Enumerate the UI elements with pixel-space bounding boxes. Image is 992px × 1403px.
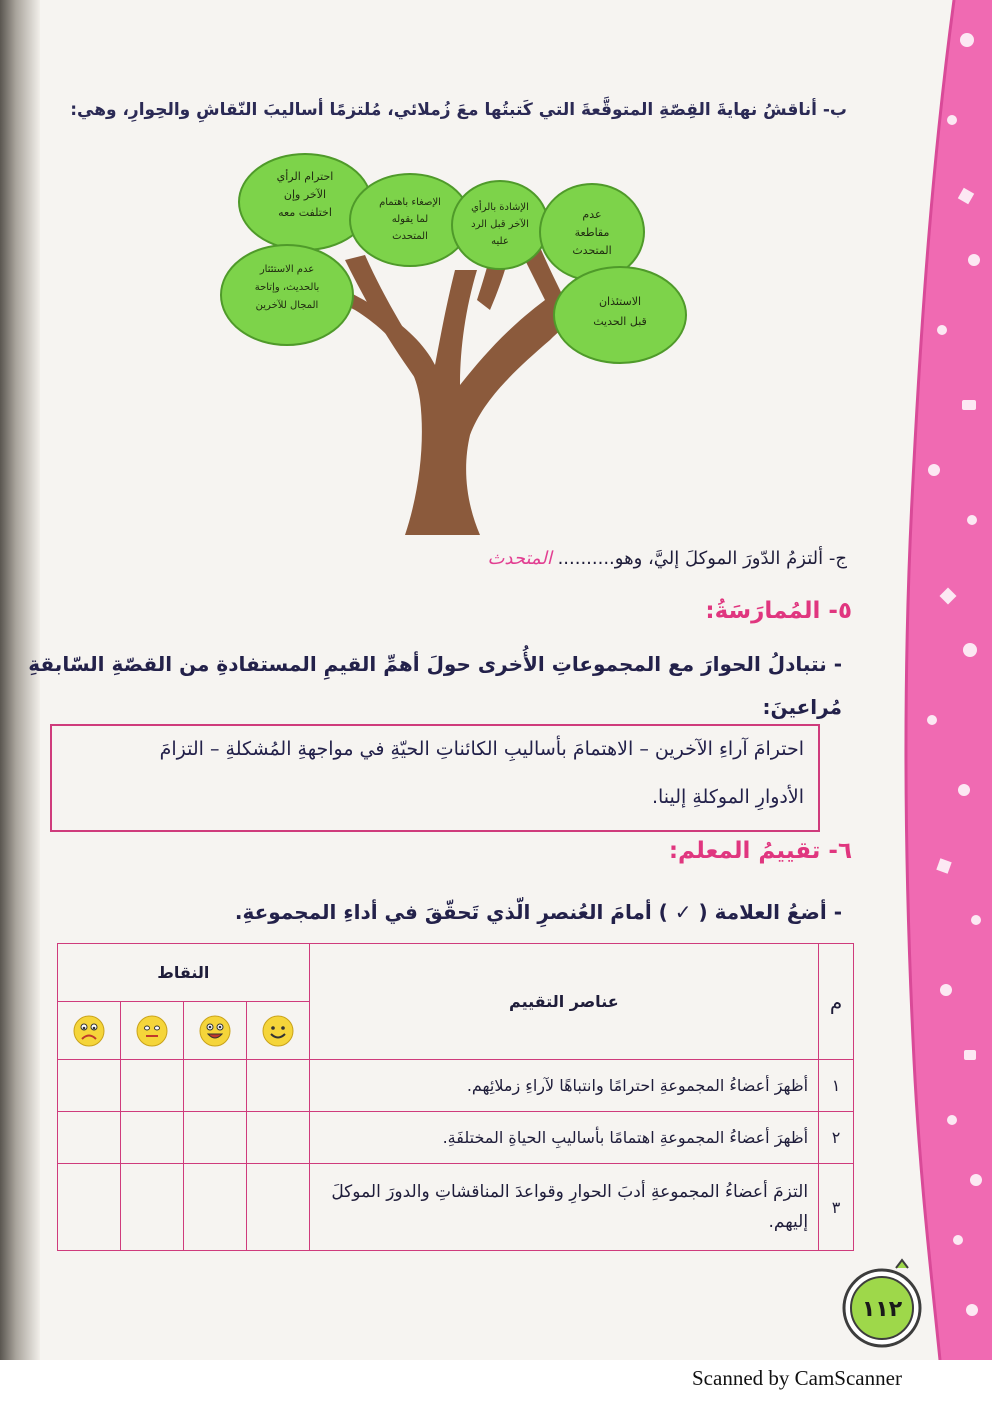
- rating-cell[interactable]: [58, 1112, 121, 1164]
- leaf-3-line-3: عليه: [491, 236, 509, 247]
- evaluation-table: [57, 943, 854, 1251]
- rating-cell[interactable]: [183, 1164, 246, 1251]
- section-5-line-1: - نتبادلُ الحوارَ مع المجموعاتِ الأُخرى حولَ أهمِّ القيمِ المستفادةِ من القصّةِ السّابقةِ: [28, 652, 842, 676]
- leaf-6-line-2: قبل الحديث: [593, 315, 647, 328]
- leaf-4-line-3: المتحدث: [572, 244, 612, 257]
- face-cell-2: [183, 1002, 246, 1060]
- smile-face-icon: [261, 1014, 295, 1048]
- camscanner-watermark: Scanned by CamScanner: [692, 1366, 902, 1390]
- leaf-5: [221, 245, 353, 345]
- values-box: [50, 724, 820, 832]
- page-number-badge: [836, 1258, 928, 1350]
- neutral-face-icon: [135, 1014, 169, 1048]
- rating-cell[interactable]: [183, 1060, 246, 1112]
- face-cell-3: [120, 1002, 183, 1060]
- section-6-heading: ٦- تقييمُ المعلم:: [668, 838, 852, 864]
- leaf-5-line-2: بالحديث، وإتاحة: [254, 282, 320, 293]
- leaf-1-line-1: احترام الرأي: [276, 170, 334, 183]
- row-number: ٢: [819, 1112, 854, 1164]
- row-number: ١: [819, 1060, 854, 1112]
- rating-cell[interactable]: [246, 1060, 309, 1112]
- rating-cell[interactable]: [58, 1164, 121, 1251]
- sad-face-icon: [72, 1014, 106, 1048]
- section-5-heading: ٥- المُمارَسَةُ:: [705, 598, 852, 624]
- leaf-2-line-1: الإصغاء باهتمام: [379, 197, 441, 208]
- rating-cell[interactable]: [246, 1112, 309, 1164]
- leaf-2-line-2: لما يقوله: [391, 214, 429, 225]
- question-b-text: ب- أناقشُ نهايةَ القِصّةِ المتوقَّعةَ التي كَتبتُها معَ زُملائي، مُلتزمًا أساليبَ النّقاشِ والحِوارِ، وهي:: [70, 100, 847, 120]
- question-c-prompt: ج- ألتزمُ الدّورَ الموكلَ إليَّ، وهو..........: [557, 548, 847, 569]
- rating-cell[interactable]: [58, 1060, 121, 1112]
- question-c-text: [487, 548, 847, 569]
- handwritten-answer: المتحدث: [487, 548, 552, 569]
- row-number: ٣: [819, 1164, 854, 1251]
- leaf-5-line-3: المجال للآخرين: [255, 300, 319, 311]
- rating-cell[interactable]: [246, 1164, 309, 1251]
- face-cell-1: [246, 1002, 309, 1060]
- leaf-3: [452, 181, 548, 269]
- rating-cell[interactable]: [120, 1060, 183, 1112]
- leaf-1-line-2: الآخر وإن: [283, 188, 327, 201]
- values-box-line-2: الأدوارِ الموكلةِ إلينا.: [651, 786, 804, 808]
- leaf-1: [239, 154, 371, 250]
- leaf-4-line-2: مقاطعة: [574, 226, 610, 239]
- column-header-number: م: [819, 944, 854, 1060]
- column-header-points: النقاط: [58, 944, 310, 1002]
- rating-cell[interactable]: [120, 1164, 183, 1251]
- tree-diagram: [215, 150, 715, 540]
- leaf-4: [540, 184, 644, 280]
- leaf-6-line-1: الاستئذان: [598, 295, 642, 308]
- grin-face-icon: [198, 1014, 232, 1048]
- leaf-4-line-1: عدم: [582, 208, 602, 221]
- decorative-sidebar: [872, 0, 992, 1360]
- page-number: ١١٢: [861, 1297, 903, 1322]
- leaf-6: [554, 267, 686, 363]
- leaf-1-line-3: اختلفت معه: [278, 206, 332, 219]
- values-box-line-1: احترامَ آراءِ الآخرين – الاهتمامَ بأساليبِ الكائناتِ الحيّةِ في مواجهةِ المُشكلةِ – التزامَ: [159, 738, 804, 760]
- leaf-3-line-1: الإشادة بالرأي: [471, 202, 529, 213]
- section-5-line-2: مُراعينَ:: [762, 695, 842, 719]
- leaf-3-line-2: الآخر قبل الرد: [471, 219, 529, 230]
- row-text: أظهرَ أعضاءُ المجموعةِ اهتمامًا بأساليبِ الحياةِ المختلفَةِ.: [309, 1112, 818, 1164]
- page-binding-shadow: [0, 0, 40, 1360]
- table-row: [58, 1112, 854, 1164]
- leaf-5-line-1: عدم الاستئثار: [259, 264, 315, 275]
- column-header-items: عناصر التقييم: [309, 944, 818, 1060]
- rating-cell[interactable]: [183, 1112, 246, 1164]
- row-text: أظهرَ أعضاءُ المجموعةِ احترامًا وانتباهًا لآراءِ زملائِهم.: [309, 1060, 818, 1112]
- section-6-instruction: - أضعُ العلامة ( ✓ ) أمامَ العُنصرِ الّذي تَحقّقَ في أداءِ المجموعةِ.: [234, 900, 842, 924]
- row-text: التزمَ أعضاءُ المجموعةِ أدبَ الحوارِ وقواعدَ المناقشاتِ والدورَ الموكلَ إليهم.: [309, 1164, 818, 1251]
- face-cell-4: [58, 1002, 121, 1060]
- table-row: [58, 1060, 854, 1112]
- rating-cell[interactable]: [120, 1112, 183, 1164]
- leaf-2-line-3: المتحدث: [392, 231, 428, 242]
- table-row: [58, 1164, 854, 1251]
